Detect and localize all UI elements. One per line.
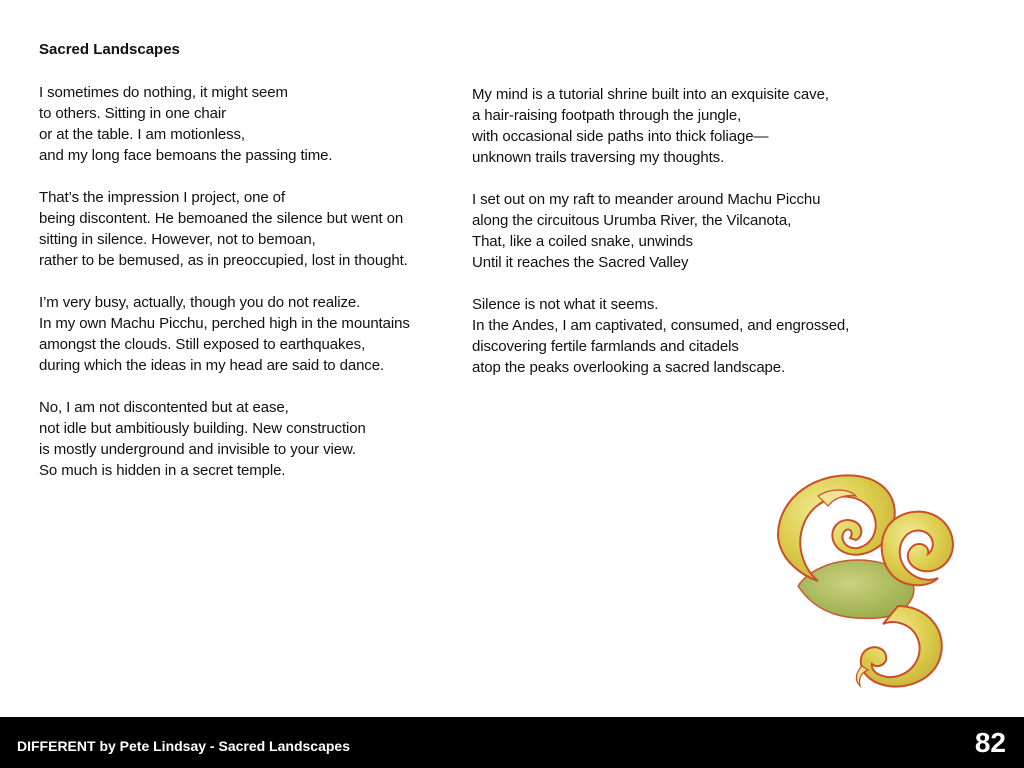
- poem-line: along the circuitous Urumba River, the Vilcanota,: [472, 212, 792, 229]
- poem-line: not idle but ambitiously building. New construction: [39, 420, 366, 437]
- poem-stanza: [472, 84, 892, 168]
- poem-line: In my own Machu Picchu, perched high in the mountains: [39, 315, 410, 332]
- poem-line: So much is hidden in a secret temple.: [39, 462, 286, 479]
- poem-line: I sometimes do nothing, it might seem: [39, 84, 288, 101]
- poem-line: atop the peaks overlooking a sacred landscape.: [472, 359, 786, 376]
- poem-line: a hair-raising footpath through the jungle,: [472, 107, 742, 124]
- poem-line: with occasional side paths into thick foliage—: [472, 128, 769, 145]
- poem-line: discovering fertile farmlands and citadels: [472, 338, 739, 355]
- poem-line: is mostly underground and invisible to your view.: [39, 441, 356, 458]
- footer-bar: [0, 717, 1024, 768]
- poem-stanza: [472, 189, 892, 273]
- page-number: 82: [974, 727, 1006, 758]
- poem-line: I’m very busy, actually, though you do not realize.: [39, 294, 361, 311]
- poem-stanza: [39, 397, 449, 481]
- poem-line: or at the table. I am motionless,: [39, 126, 245, 143]
- poem-stanza: [39, 82, 449, 166]
- poem-line: to others. Sitting in one chair: [39, 105, 227, 122]
- poem-line: being discontent. He bemoaned the silence but went on: [39, 210, 404, 227]
- footer-title: DIFFERENT by Pete Lindsay - Sacred Landscapes: [17, 738, 350, 754]
- poem-right-column: [472, 84, 892, 399]
- poem-stanza: [39, 292, 449, 376]
- poem-line: and my long face bemoans the passing time.: [39, 147, 333, 164]
- poem-left-column: [39, 82, 449, 502]
- poem-line: Silence is not what it seems.: [472, 296, 659, 313]
- poem-stanza: [39, 187, 449, 271]
- poem-line: That’s the impression I project, one of: [39, 189, 285, 206]
- poem-line: I set out on my raft to meander around Machu Picchu: [472, 191, 821, 208]
- poem-line: sitting in silence. However, not to bemoan,: [39, 231, 316, 248]
- poem-line: No, I am not discontented but at ease,: [39, 399, 289, 416]
- poem-line: unknown trails traversing my thoughts.: [472, 149, 725, 166]
- poem-title: Sacred Landscapes: [39, 41, 180, 58]
- poem-line: In the Andes, I am captivated, consumed, and engrossed,: [472, 317, 850, 334]
- poem-stanza: [472, 294, 892, 378]
- poem-line: amongst the clouds. Still exposed to earthquakes,: [39, 336, 366, 353]
- coiled-abstract-painting-icon: [758, 466, 960, 698]
- poem-line: That, like a coiled snake, unwinds: [472, 233, 693, 250]
- poem-line: during which the ideas in my head are said to dance.: [39, 357, 385, 374]
- poem-line: Until it reaches the Sacred Valley: [472, 254, 689, 271]
- poem-line: rather to be bemused, as in preoccupied, lost in thought.: [39, 252, 408, 269]
- poem-line: My mind is a tutorial shrine built into an exquisite cave,: [472, 86, 829, 103]
